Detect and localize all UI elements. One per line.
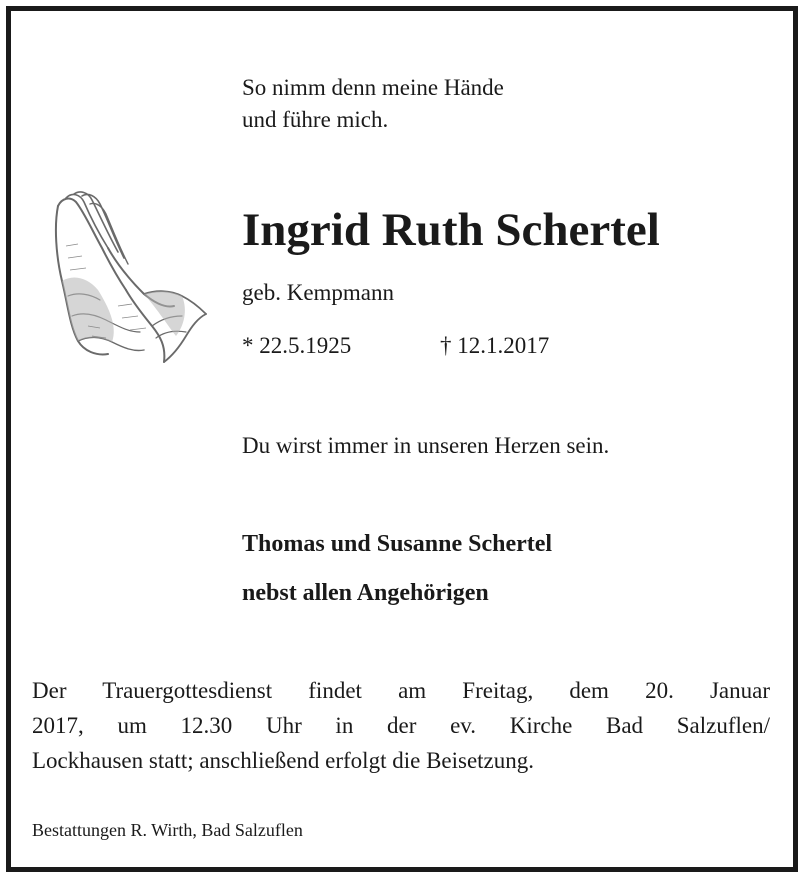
service-announcement bbox=[32, 673, 770, 778]
mourners-line-1: Thomas und Susanne Schertel bbox=[242, 531, 553, 557]
motto-line-1: So nimm denn meine Hände bbox=[242, 75, 504, 100]
funeral-home: Bestattungen R. Wirth, Bad Salzuflen bbox=[32, 820, 303, 840]
birth-date: * 22.5.1925 bbox=[242, 333, 352, 358]
service-line-2: 2017, um 12.30 Uhr in der ev. Kirche Bad Salzuflen/ bbox=[32, 713, 770, 738]
mourners-block bbox=[242, 520, 552, 618]
motto-verse bbox=[242, 72, 504, 136]
maiden-name: geb. Kempmann bbox=[242, 280, 395, 305]
praying-hands-icon bbox=[48, 186, 210, 376]
service-line-1: Der Trauergottesdienst findet am Freitag, dem 20. Januar bbox=[32, 678, 770, 703]
service-line-3: Lockhausen statt; anschließend erfolgt die Beisetzung. bbox=[32, 748, 535, 773]
death-date: † 12.1.2017 bbox=[440, 333, 550, 358]
life-dates bbox=[242, 330, 550, 362]
memorial-phrase: Du wirst immer in unseren Herzen sein. bbox=[242, 433, 610, 458]
mourners-line-2: nebst allen Angehörigen bbox=[242, 580, 489, 606]
deceased-name: Ingrid Ruth Schertel bbox=[242, 204, 660, 256]
motto-line-2: und führe mich. bbox=[242, 107, 389, 132]
